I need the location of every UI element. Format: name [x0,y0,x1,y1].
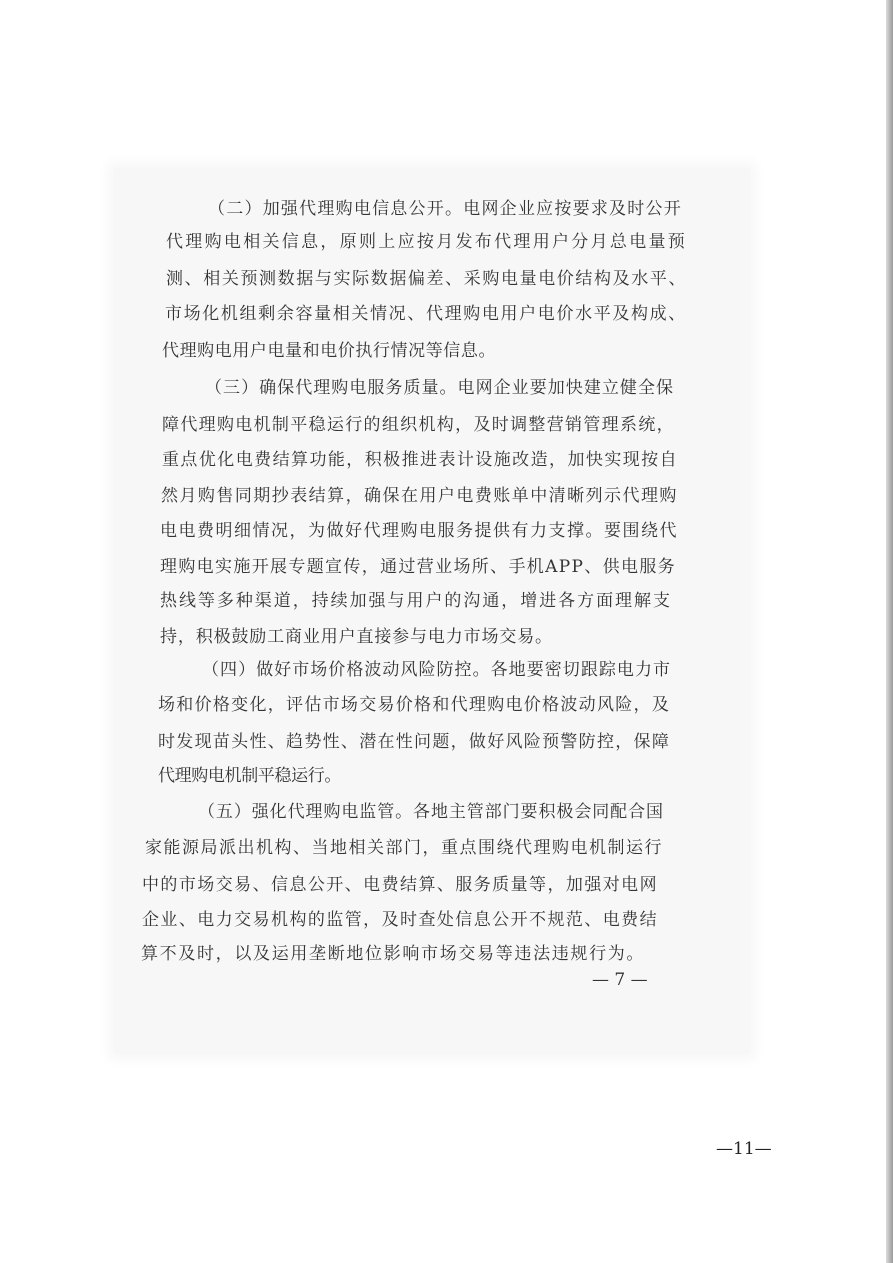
paragraph-2-line-2: 代理购电相关信息，原则上应按月发布代理用户分月总电量预 [166,232,688,252]
scanned-page [114,168,750,1054]
paragraph-2-line-4: 市场化机组剩余容量相关情况、代理购电用户电价水平及构成、 [165,304,687,324]
paragraph-3-line-3: 重点优化电费结算功能，积极推进表计设施改造，加快实现按自 [162,450,679,470]
paragraph-4-line-4: 代理购电机制平稳运行。 [158,766,342,786]
paragraph-5-line-4: 企业、电力交易机构的监管，及时查处信息公开不规范、电费结 [142,910,659,930]
paragraph-2-line-1: （二）加强代理购电信息公开。电网企业应按要求及时公开 [208,199,682,219]
inner-page-number: — 7 — [592,970,648,990]
paragraph-5-line-2: 家能源局派出机构、当地相关部门，重点围绕代理购电机制运行 [145,838,663,858]
paragraph-3-line-1: （三）确保代理购电服务质量。电网企业要加快建立健全保 [205,378,675,398]
paragraph-2-line-5: 代理购电用户电量和电价执行情况等信息。 [162,341,497,361]
paragraph-3-line-2: 障代理购电机制平稳运行的组织机构，及时调整营销管理系统， [162,415,675,435]
paragraph-3-line-5: 电电费明细情况，为做好代理购电服务提供有力支撑。要围绕代 [160,521,678,541]
paragraph-3-line-7: 热线等多种渠道，持续加强与用户的沟通，增进各方面理解支 [160,591,672,611]
paragraph-5-line-1: （五）强化代理购电监管。各地主管部门要积极会同配合国 [198,802,664,822]
scan-right-edge [886,0,893,1263]
paragraph-4-line-3: 时发现苗头性、趋势性、潜在性问题，做好风险预警防控，保障 [158,732,671,752]
paragraph-3-line-8: 持，积极鼓励工商业用户直接参与电力市场交易。 [160,627,553,647]
paragraph-3-line-6: 理购电实施开展专题宣传，通过营业场所、手机APP、供电服务 [160,557,677,577]
paragraph-5-line-3: 中的市场交易、信息公开、电费结算、服务质量等，加强对电网 [142,875,659,895]
paragraph-3-line-4: 然月购售同期抄表结算，确保在用户电费账单中清晰列示代理购 [161,486,678,506]
outer-page-number: —11— [716,1139,772,1159]
paragraph-2-line-3: 测、相关预测数据与实际数据偏差、采购电量电价结构及水平、 [166,269,688,289]
paragraph-4-line-1: （四）做好市场价格波动风险防控。各地要密切跟踪电力市 [202,660,672,680]
paragraph-5-line-5: 算不及时，以及运用垄断地位影响市场交易等违法违规行为。 [141,944,646,964]
paragraph-4-line-2: 场和价格变化，评估市场交易价格和代理购电价格波动风险，及 [158,695,671,715]
